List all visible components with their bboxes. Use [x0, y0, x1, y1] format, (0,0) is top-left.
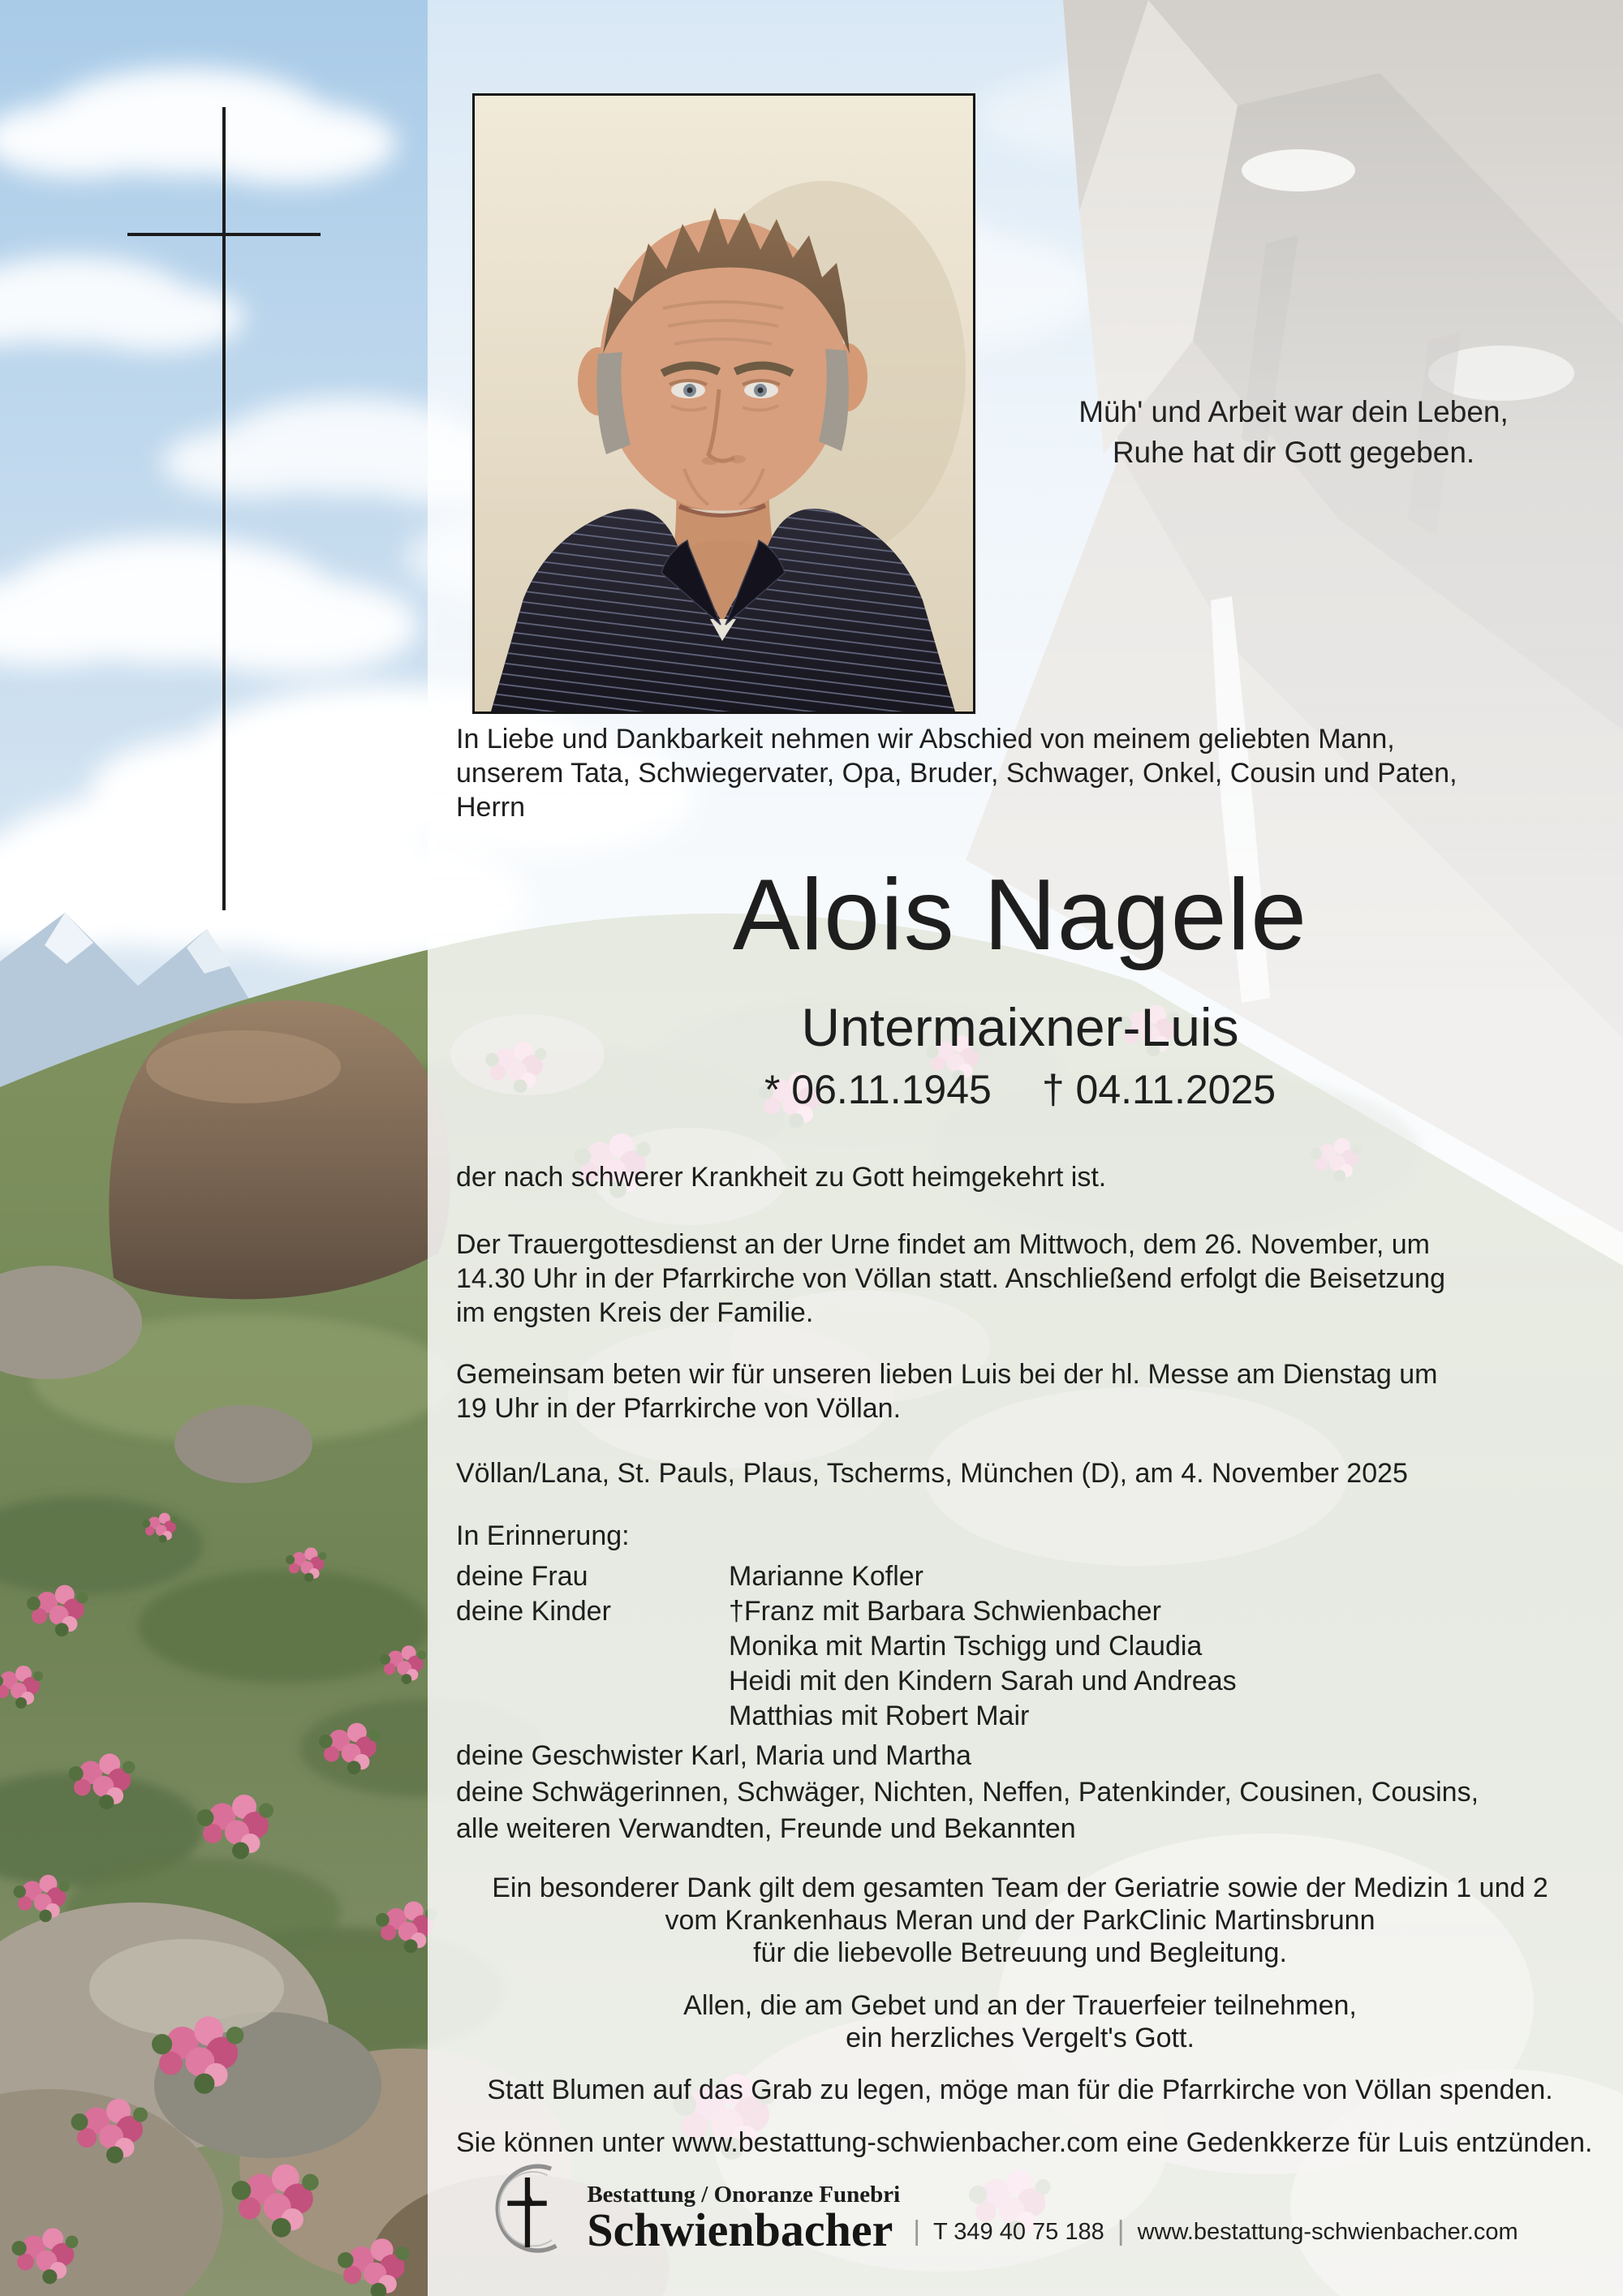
service-line: im engsten Kreis der Familie. [456, 1297, 814, 1328]
family-label [456, 1699, 729, 1734]
prayer-line: Gemeinsam beten wir für unseren lieben Luis bei der hl. Messe am Dienstag um [456, 1359, 1438, 1390]
family-row [456, 1594, 1584, 1629]
family-label [456, 1629, 729, 1664]
obituary-content [456, 722, 1593, 2160]
portrait-illustration [475, 96, 973, 712]
family-label [456, 1664, 729, 1699]
brand-name: Schwienbacher [587, 2204, 893, 2256]
family-value: Heidi mit den Kindern Sarah und Andreas [729, 1666, 1237, 1696]
intro-line: In Liebe und Dankbarkeit nehmen wir Abschied von meinem geliebten Mann, [456, 724, 1395, 755]
intro-line: unserem Tata, Schwiegervater, Opa, Bruder, Schwager, Onkel, Cousin und Paten, [456, 758, 1457, 789]
quote-line: Ruhe hat dir Gott gegeben. [1112, 436, 1475, 469]
family-label: deine Frau [456, 1561, 588, 1592]
website-url: www.bestattung-schwienbacher.com [1137, 2219, 1518, 2245]
thanks-line: vom Krankenhaus Meran und der ParkClinic Martinsbrunn [665, 1905, 1375, 1936]
relatives-lines [456, 1738, 1584, 1847]
family-row [456, 1629, 1584, 1664]
footer-separator: | [913, 2216, 921, 2247]
footer-separator: | [1117, 2216, 1125, 2247]
thanks-line: für die liebevolle Betreuung und Begleitung. [753, 1937, 1287, 1968]
family-value: Marianne Kofler [729, 1561, 924, 1592]
remembrance-heading: In Erinnerung: [456, 1520, 630, 1551]
life-dates [456, 1066, 1584, 1113]
family-value: Monika mit Martin Tschigg und Claudia [729, 1631, 1203, 1662]
family-row [456, 1664, 1584, 1699]
donation-line: Statt Blumen auf das Grab zu legen, möge man für die Pfarrkirche von Völlan spenden. [487, 2075, 1553, 2105]
death-date: † 04.11.2025 [1041, 1067, 1276, 1112]
cross-icon [127, 233, 321, 236]
phone-number: T 349 40 75 188 [933, 2219, 1104, 2245]
intro-line: Herrn [456, 792, 526, 823]
candle-line: Sie können unter www.bestattung-schwienbacher.com eine Gedenkkerze für Luis entzünden. [456, 2127, 1593, 2158]
brand-tagline: Bestattung / Onoranze Funebri [587, 2182, 901, 2208]
birth-date: * 06.11.1945 [764, 1067, 992, 1112]
family-label: deine Kinder [456, 1596, 611, 1627]
family-list [456, 1559, 1584, 1734]
prayer-line: 19 Uhr in der Pfarrkirche von Völlan. [456, 1393, 902, 1424]
family-row [456, 1699, 1584, 1734]
attendance-line: ein herzliches Vergelt's Gott. [846, 2023, 1195, 2053]
attendance-paragraph [456, 1989, 1584, 2054]
funeral-home-footer [438, 2163, 1566, 2254]
memorial-quote [1050, 392, 1537, 473]
relatives-line: alle weiteren Verwandten, Freunde und Bekannten [456, 1813, 1076, 1844]
thanks-paragraph [456, 1872, 1584, 1969]
portrait-photo [472, 93, 975, 714]
relatives-line: deine Schwägerinnen, Schwäger, Nichten, Neffen, Patenkinder, Cousinen, Cousins, [456, 1777, 1479, 1808]
family-value: Matthias mit Robert Mair [729, 1701, 1030, 1731]
cross-in-circle-icon [486, 2163, 575, 2254]
places-date-line: Völlan/Lana, St. Pauls, Plaus, Tscherms, München (D), am 4. November 2025 [456, 1458, 1408, 1489]
family-row [456, 1559, 1584, 1594]
cross-icon [222, 107, 226, 910]
prayer-paragraph [456, 1357, 1584, 1425]
deceased-name: Alois Nagele [732, 859, 1308, 971]
attendance-line: Allen, die am Gebet und an der Trauerfeier teilnehmen, [683, 1990, 1357, 2021]
service-line: 14.30 Uhr in der Pfarrkirche von Völlan statt. Anschließend erfolgt die Beisetzung [456, 1263, 1446, 1294]
quote-line: Müh' und Arbeit war dein Leben, [1078, 395, 1509, 428]
service-line: Der Trauergottesdienst an der Urne findet am Mittwoch, dem 26. November, um [456, 1229, 1430, 1260]
service-paragraph [456, 1228, 1584, 1330]
relatives-line: deine Geschwister Karl, Maria und Martha [456, 1740, 971, 1771]
intro-paragraph [456, 722, 1584, 824]
thanks-line: Ein besonderer Dank gilt dem gesamten Team der Geriatrie sowie der Medizin 1 und 2 [492, 1872, 1548, 1903]
deceased-nickname: Untermaixner-Luis [801, 997, 1239, 1057]
family-value: †Franz mit Barbara Schwienbacher [729, 1596, 1161, 1627]
brand-block [587, 2182, 900, 2254]
passing-line: der nach schwerer Krankheit zu Gott heimgekehrt ist. [456, 1162, 1107, 1193]
